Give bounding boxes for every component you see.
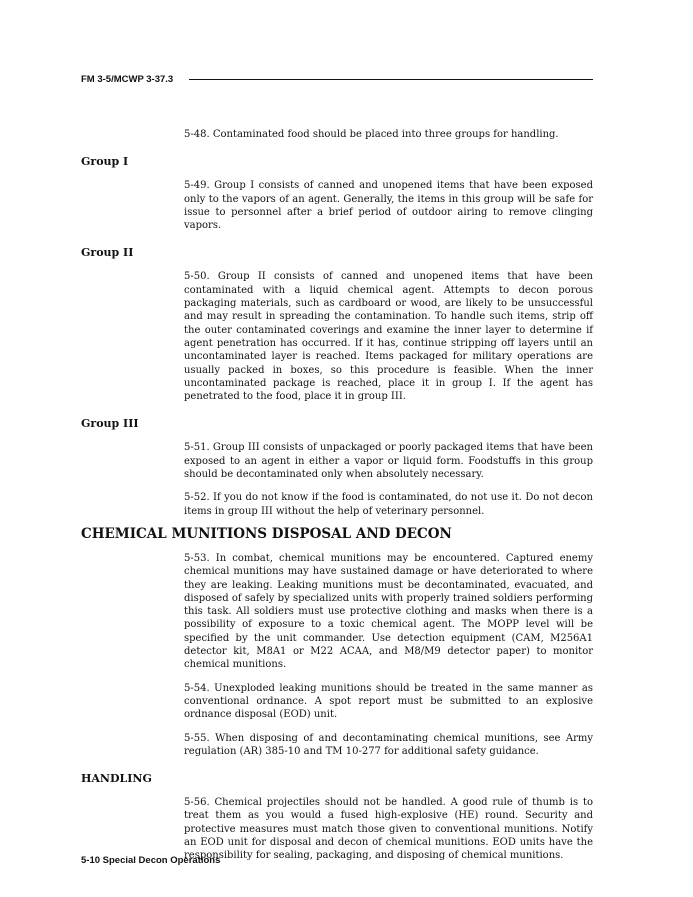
paragraph-5-54: 5-54. Unexploded leaking munitions should be treated in the same manner as conventional ordnance. A spot report must be submitted to an explosive ordnance disposal (EOD) unit. [184, 682, 593, 721]
heading-chemical-munitions: CHEMICAL MUNITIONS DISPOSAL AND DECON [81, 525, 452, 542]
header-rule [189, 79, 593, 80]
paragraph-5-56: 5-56. Chemical projectiles should not be handled. A good rule of thumb is to treat them as you would a fused high-explosive (HE) round. Security and protective measures must match those given to conventional munitions. Notify an EOD unit for disposal and decon of chemical munitions. EOD units have the responsibility for sealing, packaging, and disposing of chemical munitions. [184, 797, 593, 862]
paragraph-5-53: 5-53. In combat, chemical munitions may be encountered. Captured enemy chemical munitions may have sustained damage or have deteriorated to where they are leaking. Leaking munitions must be decontaminated, evacuated, and disposed of safely by specialized units with properly trained soldiers performing this task. All soldiers must use protective clothing and masks when there is a possibility of exposure to a toxic chemical agent. The MOPP level will be specified by the unit commander. Use detection equipment (CAM, M256A1 detector kit, M8A1 or M22 ACAA, and M8/M9 detector paper) to monitor chemical munitions. [184, 552, 593, 671]
paragraph-5-52: 5-52. If you do not know if the food is contaminated, do not use it. Do not decon items in group III without the help of veterinary personnel. [184, 492, 593, 517]
manual-id: FM 3-5/MCWP 3-37.3 [81, 73, 174, 85]
running-header [81, 70, 593, 88]
paragraph-5-51: 5-51. Group III consists of unpackaged or poorly packaged items that have been exposed to an agent in either a vapor or liquid form. Foodstuffs in this group should be decontaminated only when absolutely necessary. [184, 442, 593, 481]
page-body [81, 118, 593, 863]
paragraph-5-49: 5-49. Group I consists of canned and unopened items that have been exposed only to the vapors of an agent. Generally, the items in this group will be safe for issue to personnel after a brief period of outdoor airing to remove clinging vapors. [184, 180, 593, 232]
paragraph-5-50: 5-50. Group II consists of canned and unopened items that have been contaminated with a liquid chemical agent. Attempts to decon porous packaging materials, such as cardboard or wood, are likely to be unsuccessful and may result in spreading the contamination. To handle such items, strip off the outer contaminated coverings and examine the inner layer to determine if agent penetration has occurred. If it has, continue stripping off layers until an uncontaminated layer is reached. Items packaged for military operations are usually packed in boxes, so this procedure is feasible. When the inner uncontaminated package is reached, place it in group I. If the agent has penetrated to the food, place it in group III. [184, 271, 593, 403]
heading-group-3: Group III [81, 417, 139, 431]
heading-handling: HANDLING [81, 772, 152, 786]
heading-group-1: Group I [81, 155, 129, 169]
paragraph-5-48: 5-48. Contaminated food should be placed into three groups for handling. [184, 129, 559, 140]
paragraph-5-55: 5-55. When disposing of and decontaminating chemical munitions, see Army regulation (AR) 385-10 and TM 10-277 for additional safety guidance. [184, 732, 593, 757]
heading-group-2: Group II [81, 246, 134, 260]
page-footer: 5-10 Special Decon Operations [81, 855, 221, 866]
